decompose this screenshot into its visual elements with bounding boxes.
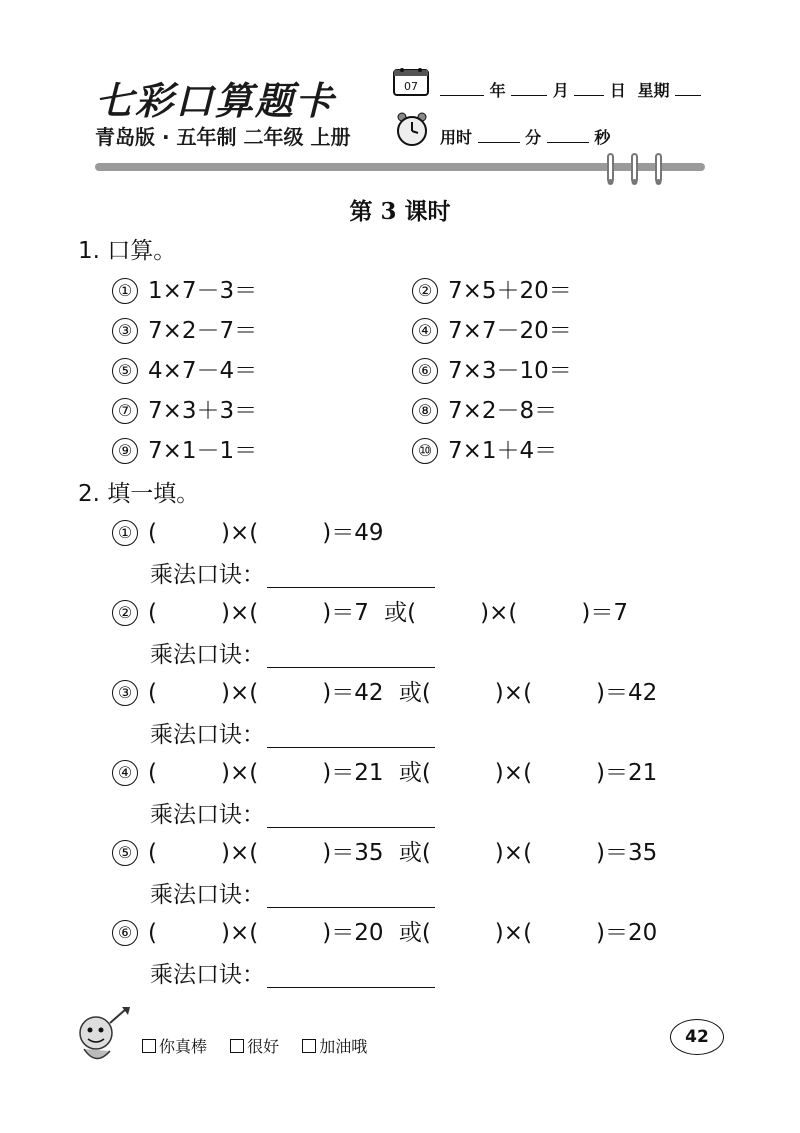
problem-10 <box>412 432 557 465</box>
clock-icon <box>394 111 430 147</box>
item-result-2: ＝20 <box>605 920 658 946</box>
problem-number: ③ <box>112 318 138 344</box>
formula-label: 乘法口诀： <box>150 802 265 828</box>
mascot-icon <box>70 1005 132 1069</box>
problem-expr: 4×7－4＝ <box>148 358 258 384</box>
item-number: ⑤ <box>112 840 138 866</box>
fill-item-6: ⑥ ( )×( )＝20 或( )×( )＝20 <box>112 914 657 947</box>
week-label: 星期 <box>637 81 670 100</box>
problem-4 <box>412 312 572 345</box>
formula-blank[interactable] <box>267 565 435 588</box>
formula-label: 乘法口诀： <box>150 642 265 668</box>
date-row <box>440 78 701 101</box>
problem-5 <box>112 352 257 385</box>
item-result-2: ＝7 <box>590 600 629 626</box>
time-used-label: 用时 <box>440 128 473 147</box>
year-blank[interactable] <box>440 81 484 96</box>
section1-title: 1. 口算。 <box>78 238 177 264</box>
or-label: 或 <box>398 760 422 786</box>
checkbox[interactable] <box>230 1039 244 1053</box>
item-number: ④ <box>112 760 138 786</box>
problem-number: ① <box>112 278 138 304</box>
formula-label: 乘法口诀： <box>150 562 265 588</box>
fill-item-1: ① ( )×( )＝49 <box>112 514 384 547</box>
formula-row-5 <box>150 876 435 909</box>
option-good[interactable]: 很好 <box>230 1037 279 1056</box>
item-number: ③ <box>112 680 138 706</box>
problem-number: ⑥ <box>412 358 438 384</box>
calendar-icon <box>393 66 429 96</box>
or-label: 或 <box>384 600 408 626</box>
formula-blank[interactable] <box>267 885 435 908</box>
problem-2 <box>412 272 572 305</box>
item-result: ＝42 <box>331 680 384 706</box>
problem-expr: 7×2－8＝ <box>448 398 558 424</box>
item-result: ＝21 <box>331 760 384 786</box>
problem-number: ⑤ <box>112 358 138 384</box>
fill-item-4: ④ ( )×( )＝21 或( )×( )＝21 <box>112 754 657 787</box>
item-number: ② <box>112 600 138 626</box>
year-label: 年 <box>489 81 506 100</box>
problem-expr: 7×3－10＝ <box>448 358 572 384</box>
page-number: 42 <box>670 1019 724 1055</box>
formula-label: 乘法口诀： <box>150 882 265 908</box>
week-blank[interactable] <box>675 81 701 96</box>
option-great[interactable]: 你真棒 <box>142 1037 207 1056</box>
item-result: ＝49 <box>331 520 384 546</box>
formula-blank[interactable] <box>267 725 435 748</box>
item-result: ＝7 <box>331 600 369 626</box>
formula-blank[interactable] <box>267 805 435 828</box>
minutes-blank[interactable] <box>478 128 520 143</box>
item-result-2: ＝21 <box>605 760 658 786</box>
formula-row-6 <box>150 956 435 989</box>
formula-blank[interactable] <box>267 965 435 988</box>
checkbox[interactable] <box>142 1039 156 1053</box>
brand-title: 七彩口算题卡 <box>95 78 336 123</box>
problem-expr: 7×7－20＝ <box>448 318 572 344</box>
month-blank[interactable] <box>511 81 547 96</box>
formula-row-4 <box>150 796 435 829</box>
formula-row-1 <box>150 556 435 589</box>
calendar-number: 07 <box>404 80 418 93</box>
problem-expr: 7×3＋3＝ <box>148 398 258 424</box>
problem-expr: 7×2－7＝ <box>148 318 258 344</box>
problem-7 <box>112 392 257 425</box>
problem-number: ⑦ <box>112 398 138 424</box>
or-label: 或 <box>398 920 422 946</box>
seconds-blank[interactable] <box>547 128 589 143</box>
section2-title: 2. 填一填。 <box>78 481 200 507</box>
item-result: ＝20 <box>331 920 384 946</box>
problem-8 <box>412 392 557 425</box>
formula-blank[interactable] <box>267 645 435 668</box>
problem-expr: 7×5＋20＝ <box>448 278 572 304</box>
item-result: ＝35 <box>331 840 384 866</box>
formula-label: 乘法口诀： <box>150 962 265 988</box>
problem-3 <box>112 312 257 345</box>
binder-rings-icon <box>602 152 672 186</box>
problem-number: ⑩ <box>412 438 438 464</box>
time-row <box>440 125 610 148</box>
item-number: ① <box>112 520 138 546</box>
fill-item-5: ⑤ ( )×( )＝35 或( )×( )＝35 <box>112 834 657 867</box>
item-number: ⑥ <box>112 920 138 946</box>
seconds-label: 秒 <box>594 128 611 147</box>
problem-1 <box>112 272 257 305</box>
formula-row-2 <box>150 636 435 669</box>
fill-item-3: ③ ( )×( )＝42 或( )×( )＝42 <box>112 674 657 707</box>
item-result-2: ＝35 <box>605 840 658 866</box>
day-blank[interactable] <box>574 81 604 96</box>
checkbox[interactable] <box>302 1039 316 1053</box>
formula-label: 乘法口诀： <box>150 722 265 748</box>
fill-item-2: ② ( )×( )＝7 或( )×( )＝7 <box>112 594 628 627</box>
problem-expr: 1×7－3＝ <box>148 278 258 304</box>
problem-expr: 7×1＋4＝ <box>448 438 558 464</box>
rating-options <box>142 1034 385 1057</box>
problem-number: ④ <box>412 318 438 344</box>
day-label: 日 <box>609 81 626 100</box>
or-label: 或 <box>398 680 422 706</box>
problem-expr: 7×1－1＝ <box>148 438 258 464</box>
formula-row-3 <box>150 716 435 749</box>
problem-6 <box>412 352 572 385</box>
problem-number: ⑨ <box>112 438 138 464</box>
item-result-2: ＝42 <box>605 680 658 706</box>
month-label: 月 <box>552 81 569 100</box>
option-keep-going[interactable]: 加油哦 <box>302 1037 367 1056</box>
or-label: 或 <box>398 840 422 866</box>
lesson-title: 第 3 课时 <box>349 198 451 225</box>
problem-number: ⑧ <box>412 398 438 424</box>
minutes-label: 分 <box>525 128 542 147</box>
problem-9 <box>112 432 257 465</box>
edition-subtitle: 青岛版 · 五年制 二年级 上册 <box>95 125 351 149</box>
problem-number: ② <box>412 278 438 304</box>
